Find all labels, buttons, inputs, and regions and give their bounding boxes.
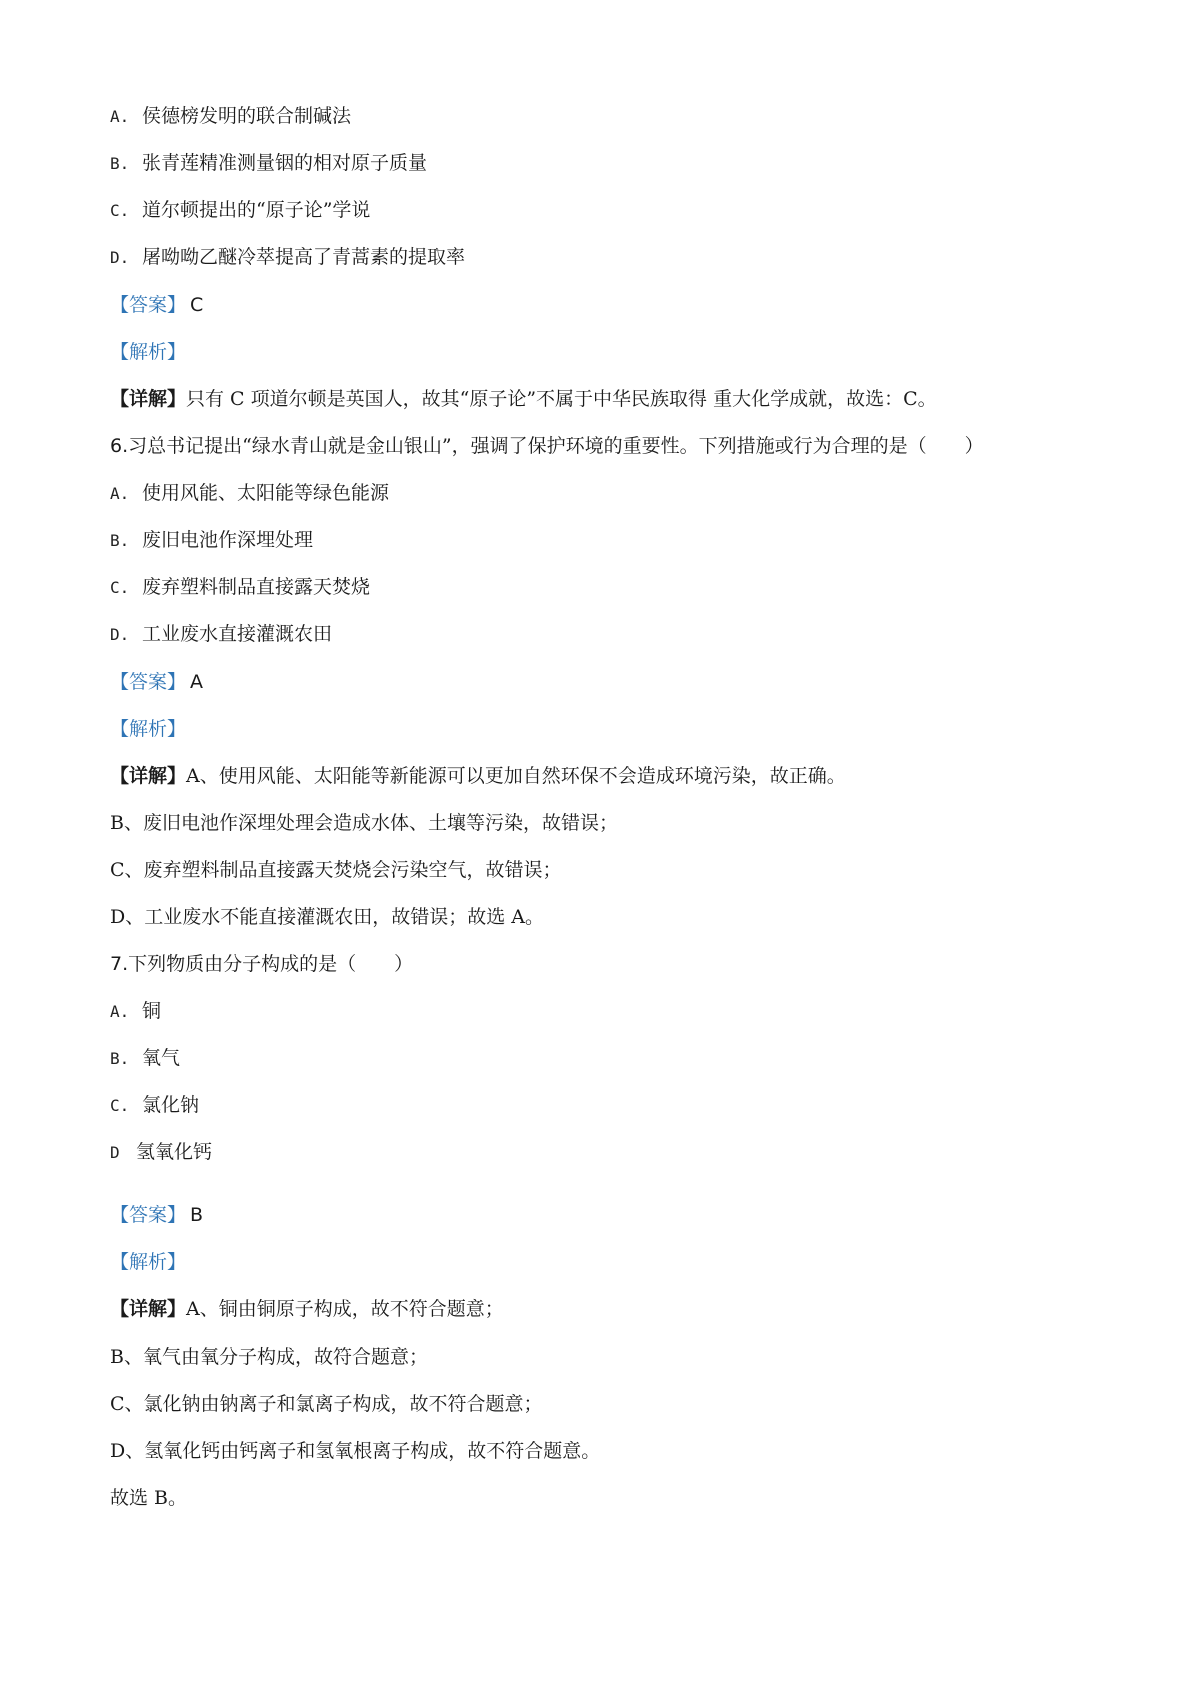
q5-option-b (110, 151, 427, 176)
detail-text: D、氢氧化钙由钙离子和氢氧根离子构成，故不符合题意。 (110, 1440, 601, 1462)
q5-option-a (110, 104, 351, 129)
option-letter: D (110, 1143, 120, 1162)
q7-detail-line-3 (110, 1392, 543, 1416)
answer-tag: 【答案】 (110, 671, 187, 693)
detail-text: 故选 B。 (110, 1487, 188, 1509)
option-letter: C. (110, 578, 130, 597)
q6-option-b (110, 528, 313, 553)
answer-tag: 【答案】 (110, 294, 187, 316)
q7-answer (110, 1203, 203, 1227)
q6-detail-line-4 (110, 905, 544, 929)
question-number: 6. (110, 435, 129, 457)
option-letter: C. (110, 1096, 130, 1115)
analysis-tag: 【解析】 (110, 341, 187, 363)
q7-detail-line-5 (110, 1486, 187, 1510)
option-text: 废旧电池作深埋处理 (142, 529, 314, 551)
detail-text: D、工业废水不能直接灌溉农田，故错误；故选 A。 (110, 906, 544, 928)
q5-analysis (110, 340, 186, 364)
option-text: 废弃塑料制品直接露天焚烧 (142, 576, 371, 598)
detail-text: A、使用风能、太阳能等新能源可以更加自然环保不会造成环境污染，故正确。 (186, 765, 846, 787)
detail-text: C、废弃塑料制品直接露天焚烧会污染空气，故错误； (110, 859, 562, 881)
option-text: 氧气 (142, 1047, 181, 1069)
q5-answer (110, 293, 203, 317)
option-letter: A. (110, 107, 130, 126)
q7-option-c (110, 1093, 199, 1118)
q7-detail-line-4 (110, 1439, 600, 1463)
analysis-tag: 【解析】 (110, 718, 187, 740)
answer-value: A (190, 671, 204, 693)
option-text: 工业废水直接灌溉农田 (142, 623, 333, 645)
q7-option-b (110, 1046, 180, 1071)
detail-tag: 【详解】 (110, 1298, 187, 1320)
q7-analysis (110, 1250, 186, 1274)
option-text: 氯化钠 (142, 1094, 200, 1116)
detail-text: A、铜由铜原子构成，故不符合题意； (186, 1298, 504, 1320)
q6-detail-line-2 (110, 811, 618, 835)
answer-tag: 【答案】 (110, 1204, 187, 1226)
option-letter: D. (110, 248, 130, 267)
q6-option-a (110, 481, 389, 506)
q6-answer (110, 670, 203, 694)
option-text: 侯德榜发明的联合制碱法 (142, 105, 352, 127)
detail-text: C、氯化钠由钠离子和氯离子构成，故不符合题意； (110, 1393, 543, 1415)
question-stem: 习总书记提出“绿水青山就是金山银山”，强调了保护环境的重要性。下列措施或行为合理的是（ ） (128, 435, 984, 457)
answer-value: C (190, 294, 204, 316)
q5-option-c (110, 198, 370, 223)
option-letter: C. (110, 201, 130, 220)
q5-detail (110, 387, 937, 411)
detail-text: B、废旧电池作深埋处理会造成水体、土壤等污染，故错误； (110, 812, 618, 834)
answer-value: B (190, 1204, 204, 1226)
option-text: 铜 (142, 1000, 162, 1022)
option-letter: B. (110, 154, 130, 173)
q7-detail-line-2 (110, 1345, 428, 1369)
q5-option-d (110, 245, 465, 270)
detail-tag: 【详解】 (110, 765, 187, 787)
detail-text: 只有 C 项道尔顿是英国人，故其“原子论”不属于中华民族取得 重大化学成就，故选：C。 (186, 388, 937, 410)
option-letter: A. (110, 484, 130, 503)
option-letter: A. (110, 1002, 130, 1021)
question-stem: 下列物质由分子构成的是（ ） (128, 953, 414, 975)
option-text: 氢氧化钙 (136, 1141, 213, 1163)
q7-option-a (110, 999, 161, 1024)
option-letter: D. (110, 625, 130, 644)
q6-analysis (110, 717, 186, 741)
analysis-tag: 【解析】 (110, 1251, 187, 1273)
option-text: 屠呦呦乙醚冷萃提高了青蒿素的提取率 (142, 246, 466, 268)
option-letter: B. (110, 531, 130, 550)
detail-tag: 【详解】 (110, 388, 187, 410)
q6-option-c (110, 575, 370, 600)
option-text: 使用风能、太阳能等绿色能源 (142, 482, 390, 504)
q6-stem (110, 434, 984, 458)
q6-detail-line-1 (110, 764, 846, 788)
option-text: 张青莲精准测量铟的相对原子质量 (142, 152, 428, 174)
option-letter: B. (110, 1049, 130, 1068)
detail-text: B、氧气由氧分子构成，故符合题意； (110, 1346, 428, 1368)
q6-detail-line-3 (110, 858, 562, 882)
q7-stem (110, 952, 413, 976)
q7-detail-line-1 (110, 1297, 504, 1321)
q6-option-d (110, 622, 332, 647)
q7-option-d (110, 1140, 212, 1165)
option-text: 道尔顿提出的“原子论”学说 (142, 199, 371, 221)
question-number: 7. (110, 953, 129, 975)
